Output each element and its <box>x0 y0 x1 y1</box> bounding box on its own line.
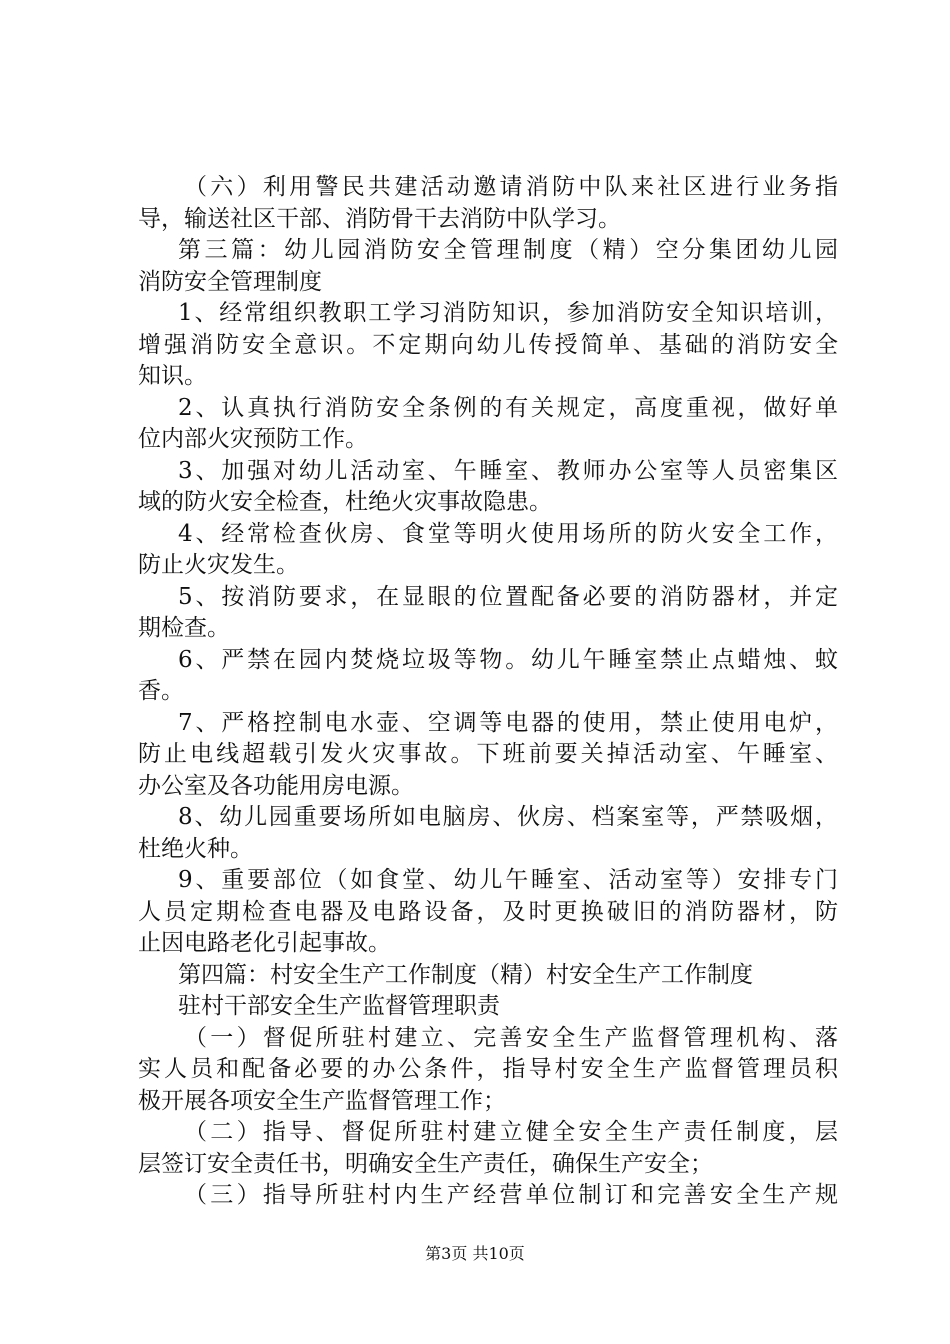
paragraph-line: 止因电路老化引起事故。 <box>138 930 391 956</box>
paragraph-line: 位内部火灾预防工作。 <box>138 426 368 452</box>
paragraph-line: （一）督促所驻村建立、完善安全生产监督管理机构、落 <box>184 1024 838 1051</box>
paragraph-line: 极开展各项安全生产监督管理工作； <box>138 1087 506 1114</box>
paragraph-line: 人员定期检查电器及电路设备，及时更换破旧的消防器材，防 <box>138 898 838 925</box>
paragraph-line: （二）指导、督促所驻村建立健全安全生产责任制度，层 <box>184 1119 838 1145</box>
paragraph-line: 4、经常检查伙房、食堂等明火使用场所的防火安全工作， <box>178 520 838 547</box>
paragraph-line: 知识。 <box>138 363 207 389</box>
paragraph-line: 导，输送社区干部、消防骨干去消防中队学习。 <box>138 205 621 232</box>
paragraph-line: 实人员和配备必要的办公条件，指导村安全生产监督管理员积 <box>138 1056 838 1082</box>
paragraph-line: 9、重要部位（如食堂、幼儿午睡室、活动室等）安排专门 <box>178 867 838 893</box>
paragraph-line: 5、按消防要求，在显眼的位置配备必要的消防器材，并定 <box>178 583 838 610</box>
paragraph-line: 7、严格控制电水壶、空调等电器的使用，禁止使用电炉， <box>178 709 838 736</box>
paragraph-line: 防止火灾发生。 <box>138 552 299 578</box>
paragraph-line: 2、认真执行消防安全条例的有关规定，高度重视，做好单 <box>178 394 838 421</box>
paragraph-line: 1、经常组织教职工学习消防知识，参加消防安全知识培训， <box>178 300 838 326</box>
document-body <box>138 172 838 1212</box>
paragraph-line: （三）指导所驻村内生产经营单位制订和完善安全生产规 <box>184 1182 838 1208</box>
paragraph-line: 8、幼儿园重要场所如电脑房、伙房、档案室等，严禁吸烟， <box>178 804 838 830</box>
page-number-footer: 第3页 共10页 <box>425 1244 525 1263</box>
paragraph-line: 6、严禁在园内焚烧垃圾等物。幼儿午睡室禁止点蜡烛、蚊 <box>178 646 838 673</box>
section-heading-line: 第三篇：幼儿园消防安全管理制度（精）空分集团幼儿园 <box>178 237 838 263</box>
section-heading-line: 消防安全管理制度 <box>138 268 322 295</box>
paragraph-line: 期检查。 <box>138 615 230 641</box>
section-heading-line: 第四篇：村安全生产工作制度（精）村安全生产工作制度 <box>178 961 753 988</box>
paragraph-line: 域的防火安全检查，杜绝火灾事故隐患。 <box>138 489 552 515</box>
paragraph-line: 香。 <box>138 678 184 704</box>
paragraph-line: 增强消防安全意识。不定期向幼儿传授简单、基础的消防安全 <box>138 331 838 358</box>
paragraph-line: 防止电线超载引发火灾事故。下班前要关掉活动室、午睡室、 <box>138 741 838 767</box>
paragraph-line: （六）利用警民共建活动邀请消防中队来社区进行业务指 <box>184 174 838 200</box>
paragraph-line: 层签订安全责任书，明确安全生产责任，确保生产安全； <box>138 1150 713 1177</box>
paragraph-line: 杜绝火种。 <box>138 835 253 862</box>
subheading-line: 驻村干部安全生产监督管理职责 <box>178 993 500 1019</box>
paragraph-line: 3、加强对幼儿活动室、午睡室、教师办公室等人员密集区 <box>178 457 838 484</box>
paragraph-line: 办公室及各功能用房电源。 <box>138 772 414 799</box>
